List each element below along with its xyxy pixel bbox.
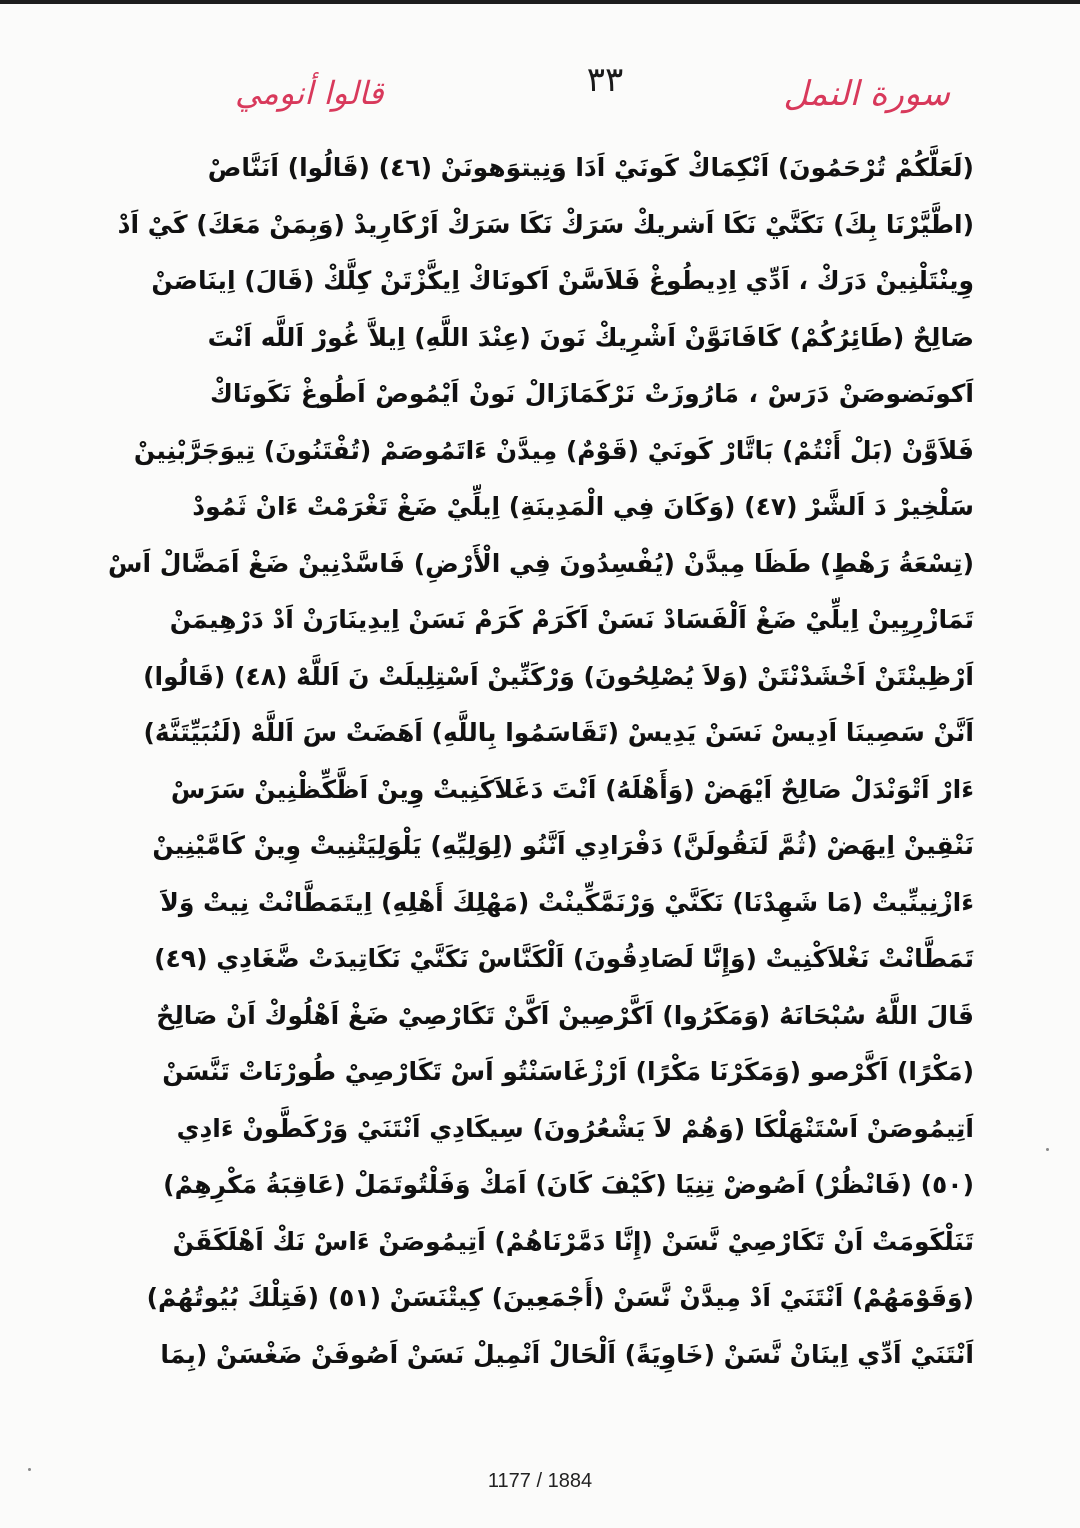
text-line: تَمَازْرِيِينْ اِيلِّيْ ضَغْ اَلْفَسَادْ نَسَنْ اَكَرَمْ كَرَمْ نَسَنْ اِيدِينَارَنْ اَدْ دَرْهِيمَنْ xyxy=(169,605,974,634)
page-number: ٣٣ xyxy=(586,60,624,100)
scan-speck xyxy=(1046,1148,1049,1151)
text-line: اَنَّنْ سَصِينَا اَدِيسْ نَسَنْ يَدِيسْ (تَقَاسَمُوا بِاللَّهِ) اَهَضَتْ سَ اَللَّهْ (لَنُبَيِّتَنَّهُ) xyxy=(143,718,974,747)
text-line: نَنْقِينْ اِيهَضْ (ثُمَّ لَنَقُولَنَّ) دَفْرَادِي اَنَّنُو (لِوَلِيِّهِ) يَلْوَلِيَتْنِيتْ وِينْ كَامَّيْنِينْ xyxy=(152,831,974,860)
text-line: ءَازْنِينِّيتْ (مَا شَهِدْنَا) نَكَنَّيْ وَرْنَمَّكِّينْتْ (مَهْلِكَ أَهْلِهِ) اِيتَمَطَّانْتْ نِيتْ وَلاَ xyxy=(160,887,974,917)
text-line: (لَعَلَّكُمْ تُرْحَمُونَ) اَنْكِمَاكْ كَونَيْ اَدَا وَنِيتوَهونَنْ (٤٦) (قَالُوا) اَنَنَّاصْ xyxy=(207,153,974,182)
text-line: فَلاَوَّنْ (بَلْ أَنْتُمْ) بَاتَّارْ كَونَيْ (قَوْمٌ) مِيدَّنْ ءَاتَمُوصَمْ (تُفْتَنُونَ) تِيوَجَرَّبْنِينْ xyxy=(133,435,974,465)
text-line: وِينْتَلْنِينْ دَرَكْ ، اَدِّي اِدِيطُوغْ فَلاَسَّنْ اَكونَاكْ اِيكَّزْتَنْ كِلَّكْ (قَالَ) اِينَاصَنْ xyxy=(151,266,974,295)
surah-title: سورة النمل xyxy=(783,74,950,114)
section-label: قالوا أنومي xyxy=(235,74,384,112)
text-line: (مَكْرًا) اَكَّرْصو (وَمَكَرْنَا مَكْرًا) اَرْزْغَاسَنْتُو اَسْ تَكَارْصِيْ طُورْنَاتْ تَنَّسَنْ xyxy=(162,1057,974,1086)
text-line: اَنْتَنَيْ اَدِّي اِينَانْ نَّسَنْ (خَاوِيَةً) اَلْحَالْ اَنْمِيلْ نَسَنْ اَصُوفَنْ ضَغْسَنْ (بِمَا xyxy=(160,1339,974,1369)
text-line: قَالَ اللَّهُ سُبْحَانَهُ (وَمَكَرُوا) اَكَّرْصِينْ اَكَّنْ تَكَارْصِيْ ضَغْ اَهْلُوكْ اَنْ صَالِحٌ xyxy=(156,1000,974,1030)
text-line: اَتِيمُوصَنْ اَسْتَنْهَلْكَا (وَهُمْ لاَ يَشْعُرُونَ) سِيكَادِي اَنْتَنَيْ وَرْكَطَّونْ ءَادِي xyxy=(176,1113,974,1143)
text-body xyxy=(107,140,974,1383)
text-line: (وَقَوْمَهُمْ) اَنْتَنَيْ اَدْ مِيدَّنْ نَّسَنْ (أَجْمَعِينَ) كِيتْنَسَنْ (٥١) (فَتِلْكَ بُيُوتُهُمْ) xyxy=(146,1283,974,1312)
scan-top-edge xyxy=(0,0,1080,4)
page-header xyxy=(215,60,970,130)
scan-speck xyxy=(28,1468,31,1471)
text-line: اَكونَضوصَنْ دَرَسْ ، مَارُوزَتْ نَرْكَمَازَالْ نَونْ اَيْمُوصْ اَطُوغْ نَكَونَاكْ xyxy=(210,379,974,408)
text-line: (تِسْعَةُ رَهْطٍ) طَظَا مِيدَّنْ (يُفْسِدُونَ فِي الْأَرْضِ) فَاسَّدْنِينْ ضَغْ اَمَضَّالْ اَسْ xyxy=(107,548,974,578)
page-indicator: 1177 / 1884 xyxy=(487,1470,593,1492)
text-line: تَمَطَّانْتْ نَغْلاَكْنِيتْ (وَإِنَّا لَصَادِقُونَ) اَلْكَنَّاسْ نَكَنَّيْ نَكَاتِيدَتْ ضَّغَادِي (٤٩) xyxy=(154,944,974,973)
text-line: (٥٠) (فَانْظُرْ) اَصُوضْ تِنِيَا (كَيْفَ كَانَ) اَمَكْ وَفَلْتُوتَمَلْ (عَاقِبَةُ مَكْرِهِمْ) xyxy=(163,1170,974,1199)
text-line: صَالِحٌ (طَائِرُكُمْ) كَافَانَوَّنْ اَشْرِيكْ نَونَ (عِنْدَ اللَّهِ) اِيلاَّ غُورْ اَللَّه اَنْتَ xyxy=(207,322,974,352)
text-line: تَنَلْكَومَتْ اَنْ تَكَارْصِيْ نَّسَنْ (إِنَّا دَمَّرْنَاهُمْ) اَتِيمُوصَنْ ءَاسْ نَكْ اَهْلَكَقَنْ xyxy=(172,1226,974,1256)
text-line: (اطَّيَّرْنَا بِكَ) نَكَنَّيْ نَكَا اَشريكْ سَرَكْ نَكَا سَرَكْ اَرْكَارِيدْ (وَبِمَنْ مَعَكَ) كَيْ اَدْ xyxy=(117,209,974,239)
text-line: سَلْخِيرْ دَ اَلشَّرْ (٤٧) (وَكَانَ فِي الْمَدِينَةِ) اِيلِّيْ ضَغْ تَغْرَمْتْ ءَانْ ثَمُودْ xyxy=(192,492,974,521)
text-line: اَرْظِينْتَنْ اَخْشَدْنْتَنْ (وَلاَ يُصْلِحُونَ) وَرْكَنِّينْ اَسْتِلِيلَتْ نَ اَللَّهْ (٤٨) (قَالُوا) xyxy=(143,661,974,691)
text-line: ءَارْ اَتْوَنْدَلْ صَالِحٌ اَيْهَضْ (وَأَهْلَهُ) اَنْتَ دَغَلاَكَنِيتْ وِينْ اَظَّكِّظْنِينْ سَرَسْ xyxy=(170,774,974,804)
